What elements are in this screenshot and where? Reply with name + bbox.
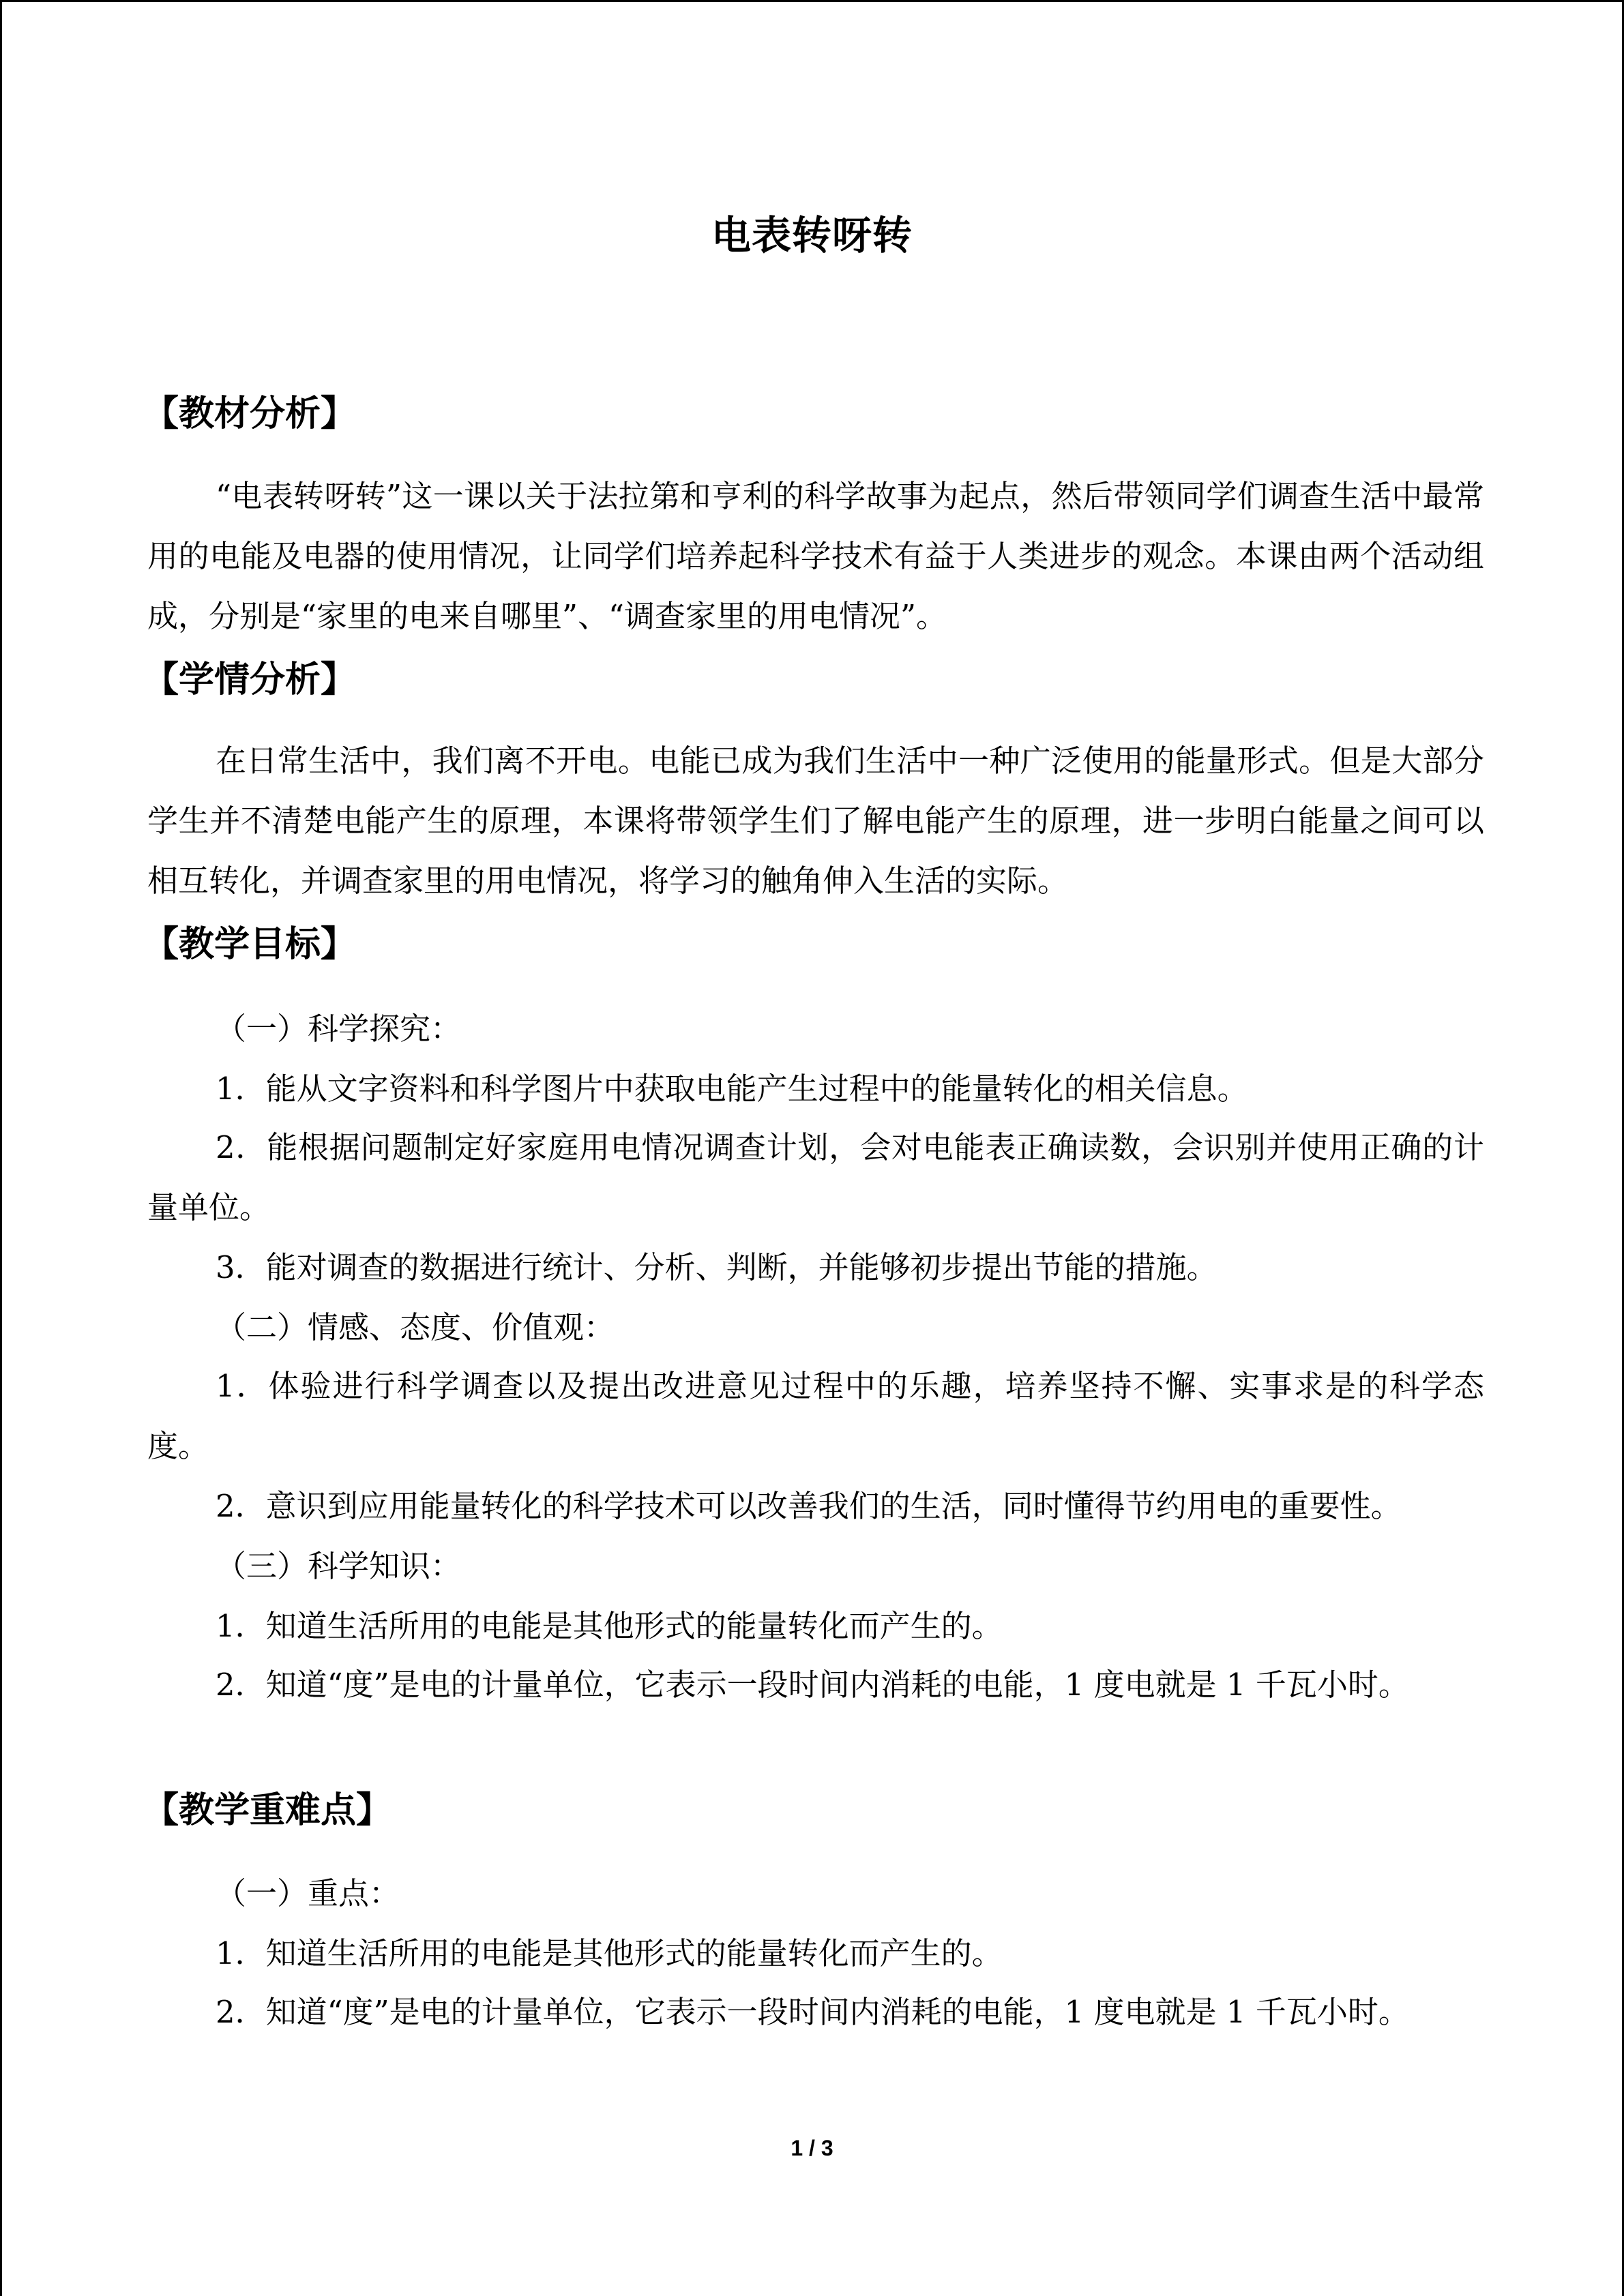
- goals-inquiry-item: 3．能对调查的数据进行统计、分析、判断，并能够初步提出节能的措施。: [216, 1249, 1217, 1285]
- page-number: 1 / 3: [791, 2136, 833, 2160]
- page-title: 电表转呀转: [711, 212, 913, 258]
- goals-sub-knowledge: （三）科学知识：: [216, 1548, 462, 1584]
- section-heading-goals: 【教学目标】: [143, 923, 357, 965]
- section-heading-students: 【学情分析】: [143, 659, 357, 700]
- goals-knowledge-item: 1．知道生活所用的电能是其他形式的能量转化而产生的。: [216, 1608, 1003, 1644]
- keypoints-item: 2．知道“度”是电的计量单位，它表示一段时间内消耗的电能，1 度电就是 1 千瓦小时。: [216, 1994, 1409, 2030]
- goals-inquiry-item: 2．能根据问题制定好家庭用电情况调查计划，会对电能表正确读数，会识别并使用正确的计量单位。: [147, 1129, 1484, 1225]
- goals-attitude-item: 2．意识到应用能量转化的科学技术可以改善我们的生活，同时懂得节约用电的重要性。: [216, 1488, 1402, 1524]
- goals-attitude-item: 1．体验进行科学调查以及提出改进意见过程中的乐趣，培养坚持不懈、实事求是的科学态度。: [147, 1368, 1484, 1464]
- goals-knowledge-item: 2．知道“度”是电的计量单位，它表示一段时间内消耗的电能，1 度电就是 1 千瓦小时。: [216, 1667, 1409, 1703]
- textbook-paragraph: “电表转呀转”这一课以关于法拉第和亨利的科学故事为起点，然后带领同学们调查生活中最常用的电能及电器的使用情况，让同学们培养起科学技术有益于人类进步的观念。本课由两个活动组成，分别是“家里的电来自哪里”、“调查家里的用电情况”。: [147, 478, 1484, 634]
- goals-inquiry-item: 1．能从文字资料和科学图片中获取电能产生过程中的能量转化的相关信息。: [216, 1071, 1248, 1107]
- section-heading-keypoints: 【教学重难点】: [143, 1789, 392, 1831]
- goals-sub-attitude: （二）情感、态度、价值观：: [216, 1309, 615, 1345]
- goals-sub-inquiry: （一）科学探究：: [216, 1011, 462, 1047]
- keypoints-sub-focus: （一）重点：: [216, 1875, 400, 1911]
- students-paragraph: 在日常生活中，我们离不开电。电能已成为我们生活中一种广泛使用的能量形式。但是大部分学生并不清楚电能产生的原理，本课将带领学生们了解电能产生的原理，进一步明白能量之间可以相互转化，并调查家里的用电情况，将学习的触角伸入生活的实际。: [147, 743, 1484, 899]
- section-heading-textbook: 【教材分析】: [143, 393, 357, 434]
- keypoints-item: 1．知道生活所用的电能是其他形式的能量转化而产生的。: [216, 1935, 1003, 1971]
